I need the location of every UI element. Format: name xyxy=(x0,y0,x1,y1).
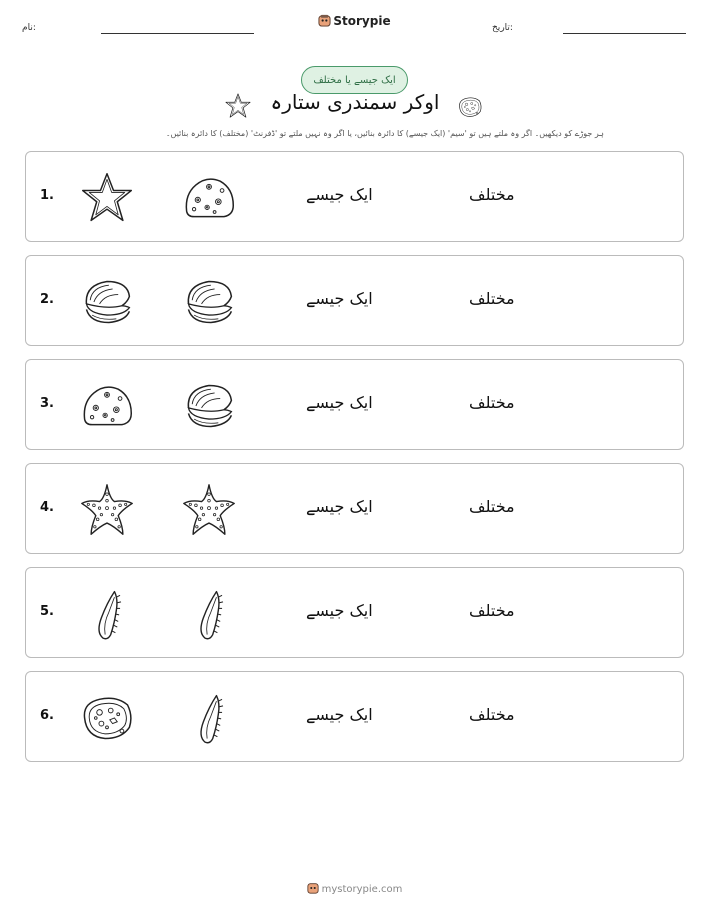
worksheet-badge: ایک جیسے یا مختلف xyxy=(301,66,408,94)
sea-cucumber-icon xyxy=(180,690,238,746)
row-number: 2. xyxy=(40,292,54,307)
storypie-footer-icon xyxy=(307,882,319,894)
rock-icon xyxy=(180,170,238,226)
row-number: 4. xyxy=(40,500,54,515)
exercise-row-5 xyxy=(25,567,684,658)
exercise-row-1 xyxy=(25,151,684,242)
instructions: ہر جوڑے کو دیکھیں۔ اگر وہ ملتے ہیں تو 'سیم' (ایک جیسے) کا دائرہ بنائیں، یا اگر وہ نہیں ملتے تو 'ڈفرنٹ' (مختلف) کا دائرہ بنائیں۔ xyxy=(165,129,604,138)
exercise-row-2 xyxy=(25,255,684,346)
sea-cucumber-icon xyxy=(78,586,136,642)
exercise-row-3 xyxy=(25,359,684,450)
row-number: 5. xyxy=(40,604,54,619)
name-line[interactable] xyxy=(101,33,254,34)
same-option[interactable]: ایک جیسے xyxy=(306,289,373,308)
different-option[interactable]: مختلف xyxy=(469,705,515,724)
rock-icon xyxy=(78,378,136,434)
brand-name: Storypie xyxy=(333,14,391,28)
page-title: اوکر سمندری ستارہ xyxy=(270,90,440,114)
footer-url[interactable]: mystorypie.com xyxy=(321,884,403,895)
same-option[interactable]: ایک جیسے xyxy=(306,497,373,516)
clam-icon xyxy=(180,274,238,330)
footer xyxy=(0,882,709,895)
starfish-outline-icon xyxy=(78,170,136,226)
name-label: نام: xyxy=(22,23,36,33)
clam-icon xyxy=(78,274,136,330)
same-option[interactable]: ایک جیسے xyxy=(306,185,373,204)
different-option[interactable]: مختلف xyxy=(469,497,515,516)
brand-logo xyxy=(0,14,709,28)
sea-cucumber-icon xyxy=(180,586,238,642)
different-option[interactable]: مختلف xyxy=(469,185,515,204)
row-number: 6. xyxy=(40,708,54,723)
sponge-icon xyxy=(78,690,136,746)
date-label: تاریخ: xyxy=(492,23,513,33)
date-line[interactable] xyxy=(563,33,686,34)
starfish-dotted-icon xyxy=(180,482,238,538)
sponge-title-icon xyxy=(456,94,484,120)
exercise-row-4 xyxy=(25,463,684,554)
same-option[interactable]: ایک جیسے xyxy=(306,393,373,412)
clam-icon xyxy=(180,378,238,434)
different-option[interactable]: مختلف xyxy=(469,601,515,620)
different-option[interactable]: مختلف xyxy=(469,289,515,308)
row-number: 1. xyxy=(40,188,54,203)
same-option[interactable]: ایک جیسے xyxy=(306,601,373,620)
row-number: 3. xyxy=(40,396,54,411)
different-option[interactable]: مختلف xyxy=(469,393,515,412)
exercise-row-6 xyxy=(25,671,684,762)
storypie-icon xyxy=(318,14,331,27)
same-option[interactable]: ایک جیسے xyxy=(306,705,373,724)
starfish-dotted-icon xyxy=(78,482,136,538)
